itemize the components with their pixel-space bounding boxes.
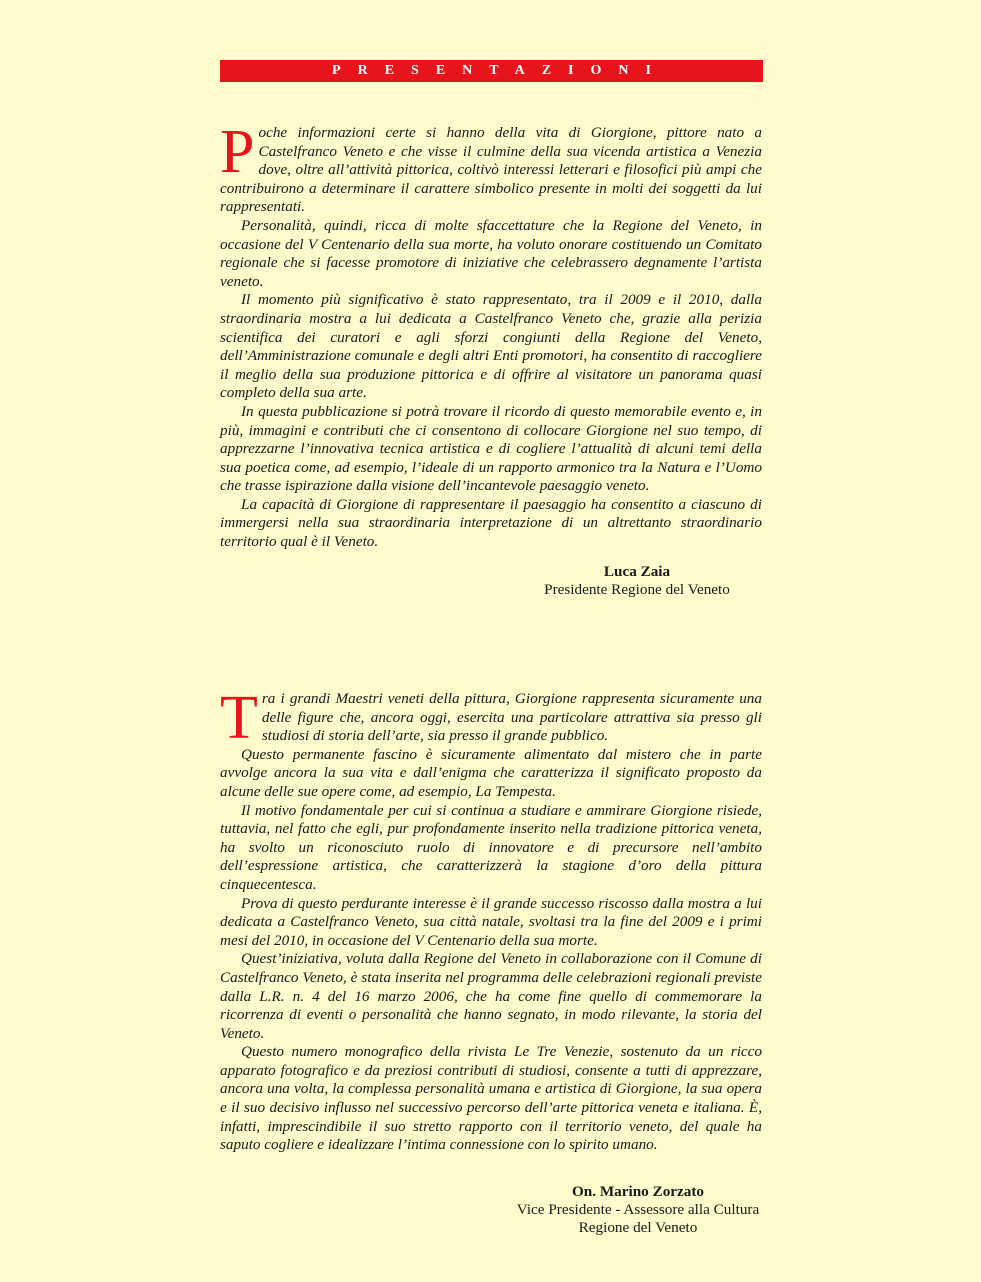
signature-zaia [530, 563, 744, 599]
article-zorzato [220, 684, 762, 1155]
signature-zorzato [500, 1183, 776, 1238]
article-paragraph: Quest’iniziativa, voluta dalla Regione del Veneto in collaborazione con il Comune di Castelfranco Veneto, è stata inserita nel programma delle celebrazioni regionali previste dalla L.R. n. 4 del 16 marzo 2006, che ha come fine quello di commemorare la ricorrenza di eventi o personalità che hanno segnato, in modo rilevante, la storia del Veneto. [220, 950, 762, 1042]
drop-cap: T [220, 684, 258, 752]
article-zaia [220, 118, 762, 552]
paragraph-text: oche informazioni certe si hanno della vita di Giorgione, pittore nato a Castelfranco Veneto e che visse il culmine della sua vicenda artistica a Venezia dove, oltre all’attività pittorica, coltivò interessi letterari e filosofici più ampi che contribuirono a determinare il carattere simbolico presente in molti dei soggetti da lui rappresentati. [220, 124, 762, 216]
section-title: PRESENTAZIONI [332, 63, 668, 78]
article-paragraph [220, 684, 762, 752]
article-paragraph: Questo numero monografico della rivista Le Tre Venezie, sostenuto da un ricco apparato fotografico e da preziosi contributi di studiosi, consente a tutti di apprezzare, ancora una volta, la complessa personalità umana e artistica di Giorgione, la sua opera e il suo decisivo influsso nel successivo percorso dell’arte pittorica veneta e italiana. È, infatti, imprescindibile il suo stretto rapporto con il territorio veneto, del quale ha saputo cogliere e idealizzare l’intima connessione con lo spirito umano. [220, 1043, 762, 1154]
signature-name: On. Marino Zorzato [571, 1183, 705, 1200]
article-paragraph: Il motivo fondamentale per cui si continua a studiare e ammirare Giorgione risiede, tuttavia, nel fatto che egli, pur profondamente inserito nella tradizione pittorica veneta, ha svolto un riconosciuto ruolo di innovatore e di precursore nell’ambito dell’espressione artistica, che caratterizzerà la stagione d’oro della pittura cinquecentesca. [220, 801, 762, 893]
paragraph-text: ra i grandi Maestri veneti della pittura, Giorgione rappresenta sicuramente una delle figure che, ancora oggi, esercita una particolare attrattiva sia presso gli studiosi di storia dell’arte, sia presso il grande pubblico. [261, 690, 762, 745]
drop-cap: P [220, 118, 255, 186]
signature-role: Presidente Regione del Veneto [544, 581, 730, 599]
signature-role: Vice Presidente - Assessore alla Cultura [516, 1201, 760, 1219]
signature-institution: Regione del Veneto [578, 1219, 698, 1237]
section-banner [220, 60, 763, 82]
article-paragraph: Personalità, quindi, ricca di molte sfaccettature che la Regione del Veneto, in occasione del V Centenario della sua morte, ha voluto onorare costituendo un Comitato regionale che si facesse promotore di iniziative che celebrassero degnamente l’artista veneto. [220, 216, 762, 290]
article-paragraph [220, 118, 762, 217]
signature-name: Luca Zaia [603, 563, 671, 580]
article-paragraph: La capacità di Giorgione di rappresentare il paesaggio ha consentito a ciascuno di immergersi nella sua straordinaria interpretazione di un altrettanto straordinario territorio qual è il Veneto. [220, 495, 762, 551]
article-paragraph: Prova di questo perdurante interesse è il grande successo riscosso dalla mostra a lui dedicata a Castelfranco Veneto, sua città natale, svoltasi tra la fine del 2009 e i primi mesi del 2010, in occasione del V Centenario della sua morte. [220, 894, 762, 949]
article-paragraph: Il momento più significativo è stato rappresentato, tra il 2009 e il 2010, dalla straordinaria mostra a lui dedicata a Castelfranco Veneto che, grazie alla perizia scientifica dei curatori e agli sforzi congiunti della Regione del Veneto, dell’Amministrazione comunale e degli altri Enti promotori, ha consentito di raccogliere il meglio della sua produzione pittorica e di offrire al visitatore un panorama quasi completo della sua arte. [220, 291, 762, 402]
article-paragraph: In questa pubblicazione si potrà trovare il ricordo di questo memorabile evento e, in più, immagini e contributi che ci consentono di collocare Giorgione nel suo tempo, di apprezzarne l’innovativa tecnica artistica e di cogliere l’attualità di alcuni temi della sua poetica come, ad esempio, l’ideale di un rapporto armonico tra la Natura e l’Uomo che trasse ispirazione dalla visione dell’incantevole paesaggio veneto. [220, 402, 762, 495]
article-paragraph: Questo permanente fascino è sicuramente alimentato dal mistero che in parte avvolge ancora la sua vita e dall’enigma che caratterizza il significato proposto da alcune delle sue opere come, ad esempio, La Tempesta. [220, 745, 762, 800]
